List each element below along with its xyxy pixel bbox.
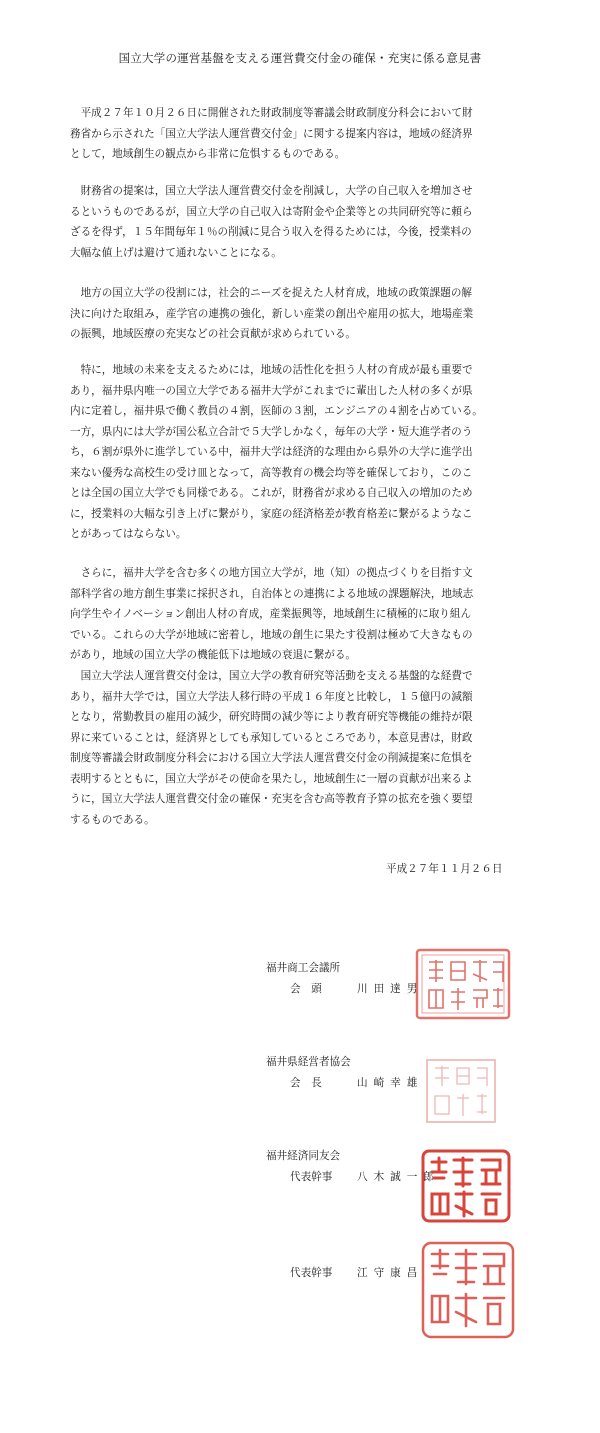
paragraph-line: 部科学省の地方創生事業に採択され，自治体との連携による地域の課題解決，地域志 (70, 587, 474, 600)
seal-stamp (420, 1240, 516, 1340)
paragraph-line: 決に向けた取組み，産学官の連携の強化，新しい産業の創出や雇用の拡大，地場産業 (70, 307, 474, 320)
paragraph-4 (70, 360, 532, 545)
signatory-name: 川田達男 (357, 983, 424, 995)
signatory-name: 江守康昌 (357, 1267, 424, 1279)
paragraph-line: 大幅な値上げは避けて通れないことになる。 (70, 246, 282, 259)
paragraph-2 (70, 181, 532, 263)
paragraph-line: 国立大学法人運営費交付金は，国立大学の教育研究等活動を支える基盤的な経費で (70, 670, 473, 682)
paragraph-6 (70, 666, 532, 830)
paragraph-line: として，地域創生の観点から非常に危惧するものである。 (70, 148, 346, 160)
paragraph-line: 一方，県内には大学が国公私立合計で５大学しかなく，毎年の大学・短大進学者のう (70, 425, 473, 438)
paragraph-line: るというものであるが，国立大学の自己収入は寄附金や企業等との共同研究等に頼ら (70, 205, 473, 218)
document-title: 国立大学の運営基盤を支える運営費交付金の確保・充実に係る意見書 (118, 51, 482, 65)
paragraph-line: 特に，地域の未来を支えるためには，地域の活性化を担う人材の育成が最も重要で (70, 364, 473, 376)
paragraph-line: 内に定着し，福井県で働く教員の４割，医師の３割，エンジニアの４割を占めている。 (70, 405, 483, 417)
paragraph-line: 務省から示された「国立大学法人運営費交付金」に関する提案内容は，地域の経済界 (70, 127, 473, 140)
paragraph-line: 表明するとともに，国立大学がその使命を果たし，地域創生に一層の貢献が出来るよ (70, 772, 473, 785)
paragraph-line: うに，国立大学法人運営費交付金の確保・充実を含む高等教育予算の拡充を強く要望 (70, 793, 473, 805)
paragraph-3 (70, 283, 532, 345)
paragraph-line: となり，常勤教員の雇用の減少，研究時間の減少等により教育研究等機能の維持が限 (70, 711, 473, 723)
paragraph-line: ち，６割が県外に進学している中，福井大学は経済的な理由から県外の大学に進学出 (70, 446, 473, 458)
paragraph-line: とは全国の国立大学でも同様である。これが，財務省が求める自己収入の増加のため (70, 487, 473, 499)
signatory-role: 代表幹事 (290, 1171, 333, 1183)
paragraph-line: 界に来ていることは，経済界としても承知しているところであり，本意見書は，財政 (70, 731, 473, 744)
paragraph-line: 来ない優秀な高校生の受け皿となって，高等教育の機会均等を確保しており，このこ (70, 466, 473, 479)
seal-stamp (420, 1148, 512, 1224)
paragraph-line: あり，福井大学では，国立大学法人移行時の平成１６年度と比較し，１５億円の減額 (70, 690, 473, 703)
signatory-org: 福井経済同友会 (266, 1150, 341, 1162)
paragraph-line: さらに，福井大学を含む多くの地方国立大学が，地（知）の拠点づくりを目指す文 (70, 567, 473, 579)
paragraph-line: とがあってはならない。 (70, 528, 187, 540)
signatory-org: 福井県経営者協会 (266, 1056, 351, 1068)
signatory-role: 会 頭 (290, 983, 322, 995)
paragraph-line: 財務省の提案は，国立大学法人運営費交付金を削減し，大学の自己収入を増加させ (70, 185, 473, 197)
signatory-role: 会 長 (290, 1077, 322, 1089)
paragraph-line: があり，地域の国立大学の機能低下は地域の衰退に繋がる。 (70, 649, 357, 661)
paragraph-line: あり，福井県内唯一の国立大学である福井大学がこれまでに輩出した人材の多くが県 (70, 384, 473, 397)
paragraph-line: 制度等審議会財政制度分科会における国立大学法人運営費交付金の削減提案に危惧を (70, 752, 473, 764)
document-date: 平成２７年１１月２６日 (386, 863, 503, 875)
seal-stamp (415, 948, 511, 1020)
signatory-role: 代表幹事 (290, 1267, 333, 1279)
signatory-name: 山崎幸雄 (357, 1077, 424, 1089)
paragraph-line: するものである。 (70, 813, 155, 826)
paragraph-line: の振興，地域医療の充実などの社会貢献が求められている。 (70, 328, 357, 340)
paragraph-line: 向学生やイノベーション創出人材の育成，産業振興等，地域創生に積極的に取り組ん (70, 608, 472, 620)
paragraph-1 (70, 103, 532, 165)
paragraph-line: 平成２７年１０月２６日に開催された財政制度等審議会財政制度分科会において財 (70, 107, 473, 119)
signatory-org: 福井商工会議所 (266, 962, 341, 974)
paragraph-5 (70, 563, 532, 666)
signatory-name: 八木誠一郎 (357, 1171, 440, 1183)
paragraph-line: でいる。これらの大学が地域に密着し，地域の創生に果たす役割は極めて大きなもの (70, 628, 473, 641)
paragraph-line: 地方の国立大学の役割には，社会的ニーズを捉えた人材育成，地域の政策課題の解 (70, 287, 473, 299)
paragraph-line: に，授業料の大幅な引き上げに繋がり，家庭の経済格差が教育格差に繋がるようなこ (70, 507, 473, 520)
seal-stamp (425, 1058, 497, 1124)
paragraph-line: ざるを得ず，１５年間毎年１％の削減に見合う収入を得るためには，今後，授業料の (70, 226, 472, 238)
